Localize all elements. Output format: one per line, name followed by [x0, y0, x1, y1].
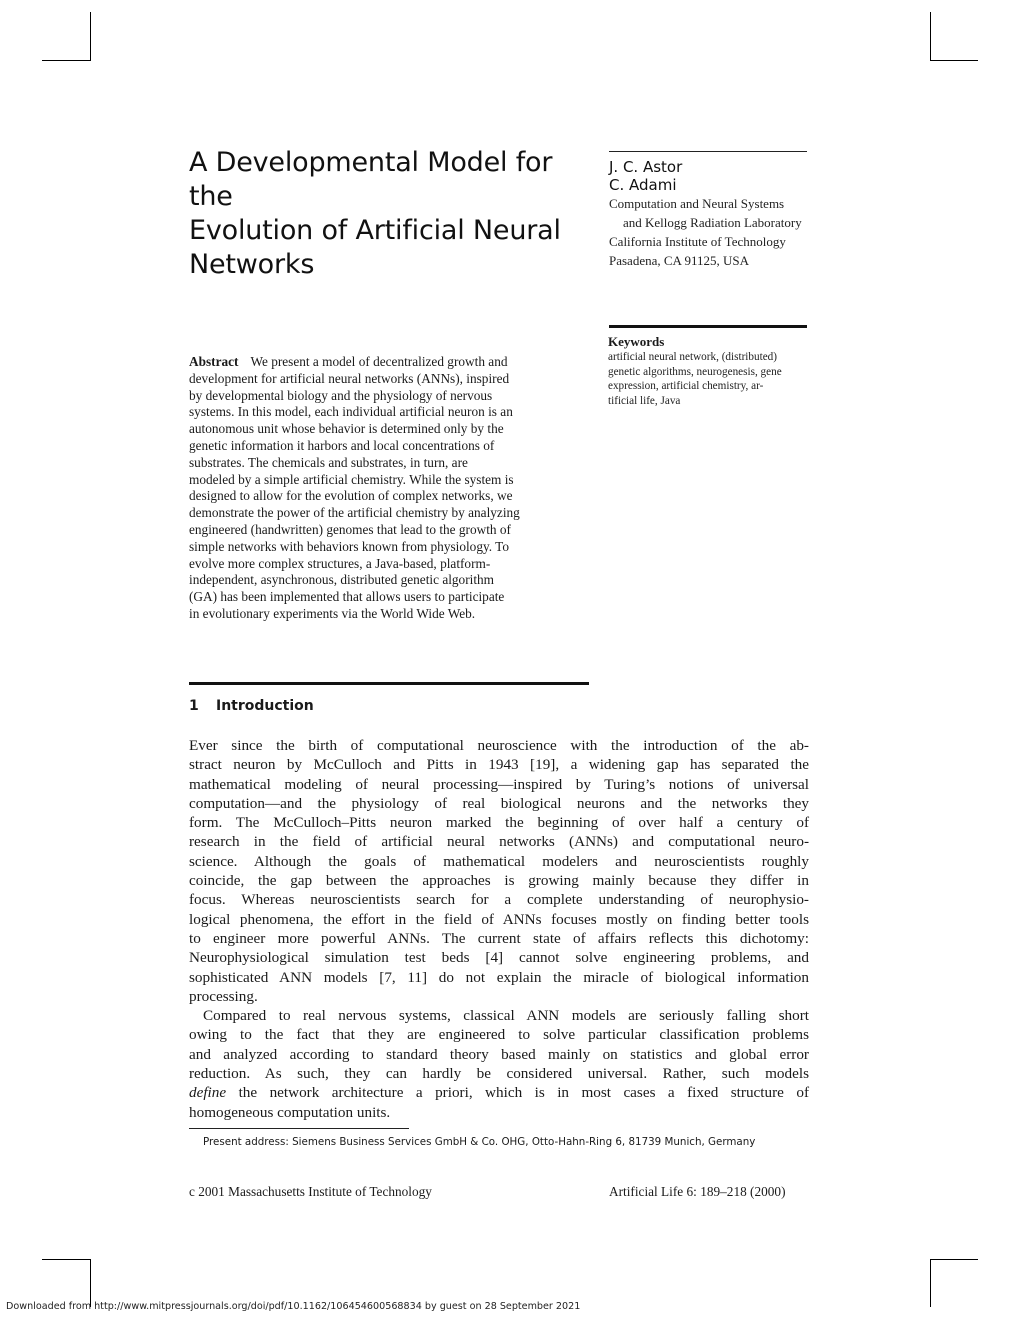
- abstract-line: evolve more complex structures, a Java-based, platform-: [189, 555, 491, 571]
- abstract-line: systems. In this model, each individual artificial neuron is an: [189, 404, 513, 420]
- body-line: focus. Whereas neuroscientists search for a complete understanding of neurophysio-: [189, 891, 809, 909]
- section-number: 1: [189, 698, 199, 714]
- introduction-body: [189, 736, 809, 1122]
- abstract-line: in evolutionary experiments via the World Wide Web.: [189, 605, 476, 621]
- body-line: coincide, the gap between the approaches is growing mainly because they differ in: [189, 872, 809, 890]
- body-line: reduction. As such, they can hardly be considered universal. Rather, such models: [189, 1065, 809, 1083]
- section-title: Introduction: [216, 698, 314, 714]
- section-heading: [189, 698, 314, 714]
- footnote-rule: [189, 1128, 409, 1129]
- abstract-line: by developmental biology and the physiology of nervous: [189, 387, 493, 403]
- abstract-line: simple networks with behaviors known from physiology. To: [189, 538, 510, 554]
- author-block: [609, 158, 849, 270]
- body-line: processing.: [189, 987, 258, 1005]
- keywords-list: [608, 350, 838, 408]
- body-line-text: the network architecture a priori, which is in most cases a fixed structure of: [238, 1084, 810, 1102]
- keywords-rule: [609, 325, 807, 328]
- body-line: to engineer more powerful ANNs. The current state of affairs reflects this dichotomy:: [189, 929, 809, 947]
- crop-mark-top-left-vertical: [90, 12, 91, 60]
- abstract-text: We present a model of decentralized growth and: [250, 354, 508, 369]
- affiliation-line: Computation and Neural Systems: [609, 196, 785, 211]
- title-line: Networks: [189, 249, 315, 280]
- body-line: Neurophysiological simulation test beds [4] cannot solve engineering problems, and: [189, 949, 809, 967]
- crop-mark-bottom-right-horizontal: [930, 1259, 978, 1260]
- journal-citation: Artificial Life 6: 189–218 (2000): [609, 1184, 786, 1199]
- abstract-block: [189, 354, 589, 623]
- crop-mark-bottom-right-vertical: [930, 1259, 931, 1307]
- body-line: science. Although the goals of mathematical modelers and neuroscientists roughly: [189, 852, 809, 870]
- abstract-line: modeled by a simple artificial chemistry. While the system is: [189, 471, 514, 487]
- abstract-line: designed to allow for the evolution of complex networks, we: [189, 488, 513, 504]
- abstract-line: independent, asynchronous, distributed genetic algorithm: [189, 572, 495, 588]
- body-line: research in the field of artificial neural networks (ANNs) and computational neuro-: [189, 833, 809, 851]
- keywords-block: [608, 334, 838, 408]
- abstract-line: development for artificial neural networks (ANNs), inspired: [189, 370, 510, 386]
- body-line: [189, 1083, 809, 1102]
- keyword-line: tificial life, Java: [608, 394, 681, 407]
- author-top-rule: [609, 151, 807, 152]
- affiliation-line: and Kellogg Radiation Laboratory: [623, 215, 802, 230]
- crop-mark-bottom-left-vertical: [90, 1259, 91, 1307]
- abstract-label: Abstract: [189, 354, 239, 369]
- abstract-line: autonomous unit whose behavior is determined only by the: [189, 421, 504, 437]
- download-note[interactable]: Downloaded from http://www.mitpressjournals.org/doi/pdf/10.1162/106454600568834 by guest on 28 September 2021: [6, 1301, 581, 1312]
- affiliation-line: California Institute of Technology: [609, 234, 786, 249]
- abstract-line: engineered (handwritten) genomes that lead to the growth of: [189, 521, 511, 537]
- abstract-line: genetic information it harbors and local concentrations of: [189, 437, 495, 453]
- copyright-notice: c 2001 Massachusetts Institute of Technology: [189, 1184, 432, 1199]
- body-line: sophisticated ANN models [7, 11] do not explain the miracle of biological information: [189, 968, 809, 986]
- footnote: Present address: Siemens Business Services GmbH & Co. OHG, Otto-Hahn-Ring 6, 81739 Munich, Germany: [203, 1136, 756, 1148]
- abstract-line: [189, 354, 589, 371]
- crop-mark-top-right-vertical: [930, 12, 931, 60]
- abstract-line: substrates. The chemicals and substrates, in turn, are: [189, 454, 468, 470]
- affiliation-line: Pasadena, CA 91125, USA: [609, 253, 749, 268]
- crop-mark-bottom-left-horizontal: [42, 1259, 91, 1260]
- body-line: computation—and the physiology of real biological neurons and the networks they: [189, 794, 809, 812]
- body-line: form. The McCulloch–Pitts neuron marked the beginning of over half a century of: [189, 814, 809, 832]
- crop-mark-top-right-horizontal: [930, 60, 978, 61]
- keyword-line: genetic algorithms, neurogenesis, gene: [608, 365, 782, 378]
- crop-mark-top-left-horizontal: [42, 60, 91, 61]
- body-line: logical phenomena, the effort in the field of ANNs focuses mostly on finding better tools: [189, 910, 809, 928]
- keywords-heading: Keywords: [608, 334, 665, 349]
- title-line: A Developmental Model for the: [189, 147, 553, 212]
- title-line: Evolution of Artificial Neural: [189, 215, 561, 246]
- author-name: J. C. Astor: [609, 158, 683, 176]
- body-line: Ever since the birth of computational neuroscience with the introduction of the ab-: [189, 737, 809, 754]
- abstract-line: demonstrate the power of the artificial chemistry by analyzing: [189, 505, 520, 521]
- body-line: and analyzed according to standard theory based mainly on statistics and global error: [189, 1045, 809, 1063]
- body-line: homogeneous computation units.: [189, 1103, 391, 1121]
- section-rule: [189, 682, 589, 685]
- body-line: mathematical modeling of neural processing—inspired by Turing’s notions of universal: [189, 775, 809, 793]
- body-line: Compared to real nervous systems, classical ANN models are seriously falling short: [203, 1007, 809, 1025]
- abstract-line: (GA) has been implemented that allows users to participate: [189, 589, 505, 605]
- body-line: owing to the fact that they are engineered to solve particular classification problems: [189, 1026, 809, 1044]
- author-name: C. Adami: [609, 176, 677, 194]
- emphasis-define: define: [189, 1084, 227, 1102]
- paper-title: [189, 146, 589, 282]
- keyword-line: expression, artificial chemistry, ar-: [608, 380, 764, 393]
- body-line: stract neuron by McCulloch and Pitts in 1943 [19], a widening gap has separated the: [189, 756, 809, 774]
- keyword-line: artificial neural network, (distributed): [608, 351, 777, 363]
